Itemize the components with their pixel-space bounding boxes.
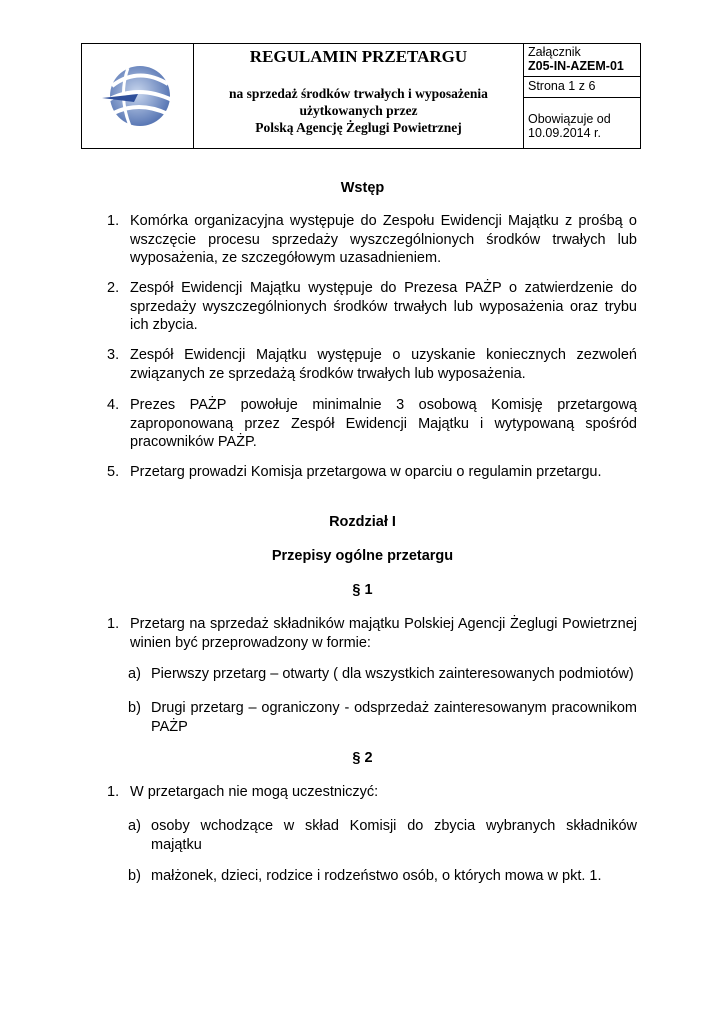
attachment-label: Załącznik [528,45,581,59]
chapter-title: Rozdział I [329,514,396,530]
list-item: 1. Komórka organizacyjna występuje do Zespołu Ewidencji Majątku z prośbą o wszczęcie procesu sprzedaży wyszczególnionych środków trwałych lub wyposażenia, ze szczegółowym uzasadnieniem. [107,213,637,266]
valid-from-date: 10.09.2014 r. [528,126,601,140]
document-header [81,43,641,149]
page-number: Strona 1 z 6 [524,77,640,98]
logo-cell [82,44,194,148]
chapter-subtitle: Przepisy ogólne przetargu [271,548,454,564]
sub-list-item: b) Drugi przetarg – ograniczony - odsprzedaż zainteresowanym pracownikom PAŻP [128,700,637,735]
title-cell [194,44,524,148]
sub-list-item: b) małżonek, dzieci, rodzice i rodzeństwo osób, o których mowa w pkt. 1. [128,868,602,884]
list-item: 2. Zespół Ewidencji Majątku występuje do Prezesa PAŻP o zatwierdzenie do sprzedaży wyszczególnionych środków trwałych lub wyposażenia oraz trybu ich zbycia. [107,280,637,333]
sub-list-item: a) Pierwszy przetarg – otwarty ( dla wszystkich zainteresowanych podmiotów) [128,666,634,682]
list-item: 5. Przetarg prowadzi Komisja przetargowa w oparciu o regulamin przetargu. [107,464,602,480]
attachment-box [524,44,640,77]
document-title: REGULAMIN PRZETARGU [249,47,468,66]
document-subtitle: na sprzedaż środków trwałych i wyposażenia użytkowanych przez Polską Agencję Żeglugi Powietrznej [229,86,488,135]
list-item: 4. Prezes PAŻP powołuje minimalnie 3 osobową Komisję przetargową zaproponowaną przez Zespół Ewidencji Majątku i wytypowaną spośród pracowników PAŻP. [107,397,637,450]
list-item: 3. Zespół Ewidencji Majątku występuje o uzyskanie koniecznych zezwoleń związanych ze sprzedażą środków trwałych lub wyposażenia. [107,347,637,382]
intro-heading: Wstęp [340,180,385,196]
sub-list-item: a) osoby wchodzące w skład Komisji do zbycia wybranych składników majątku [128,818,637,853]
doc-code: Z05-IN-AZEM-01 [528,59,624,73]
valid-from-label: Obowiązuje od [528,112,611,126]
section-heading: § 2 [352,750,373,766]
list-item: 1. W przetargach nie mogą uczestniczyć: [107,784,379,800]
section-heading: § 1 [352,582,373,598]
pazp-logo-icon [98,56,178,136]
list-item: 1. Przetarg na sprzedaż składników majątku Polskiej Agencji Żeglugi Powietrznej winien być przeprowadzony w formie: [107,616,637,651]
valid-from-box [524,98,640,140]
meta-cell [524,44,640,148]
